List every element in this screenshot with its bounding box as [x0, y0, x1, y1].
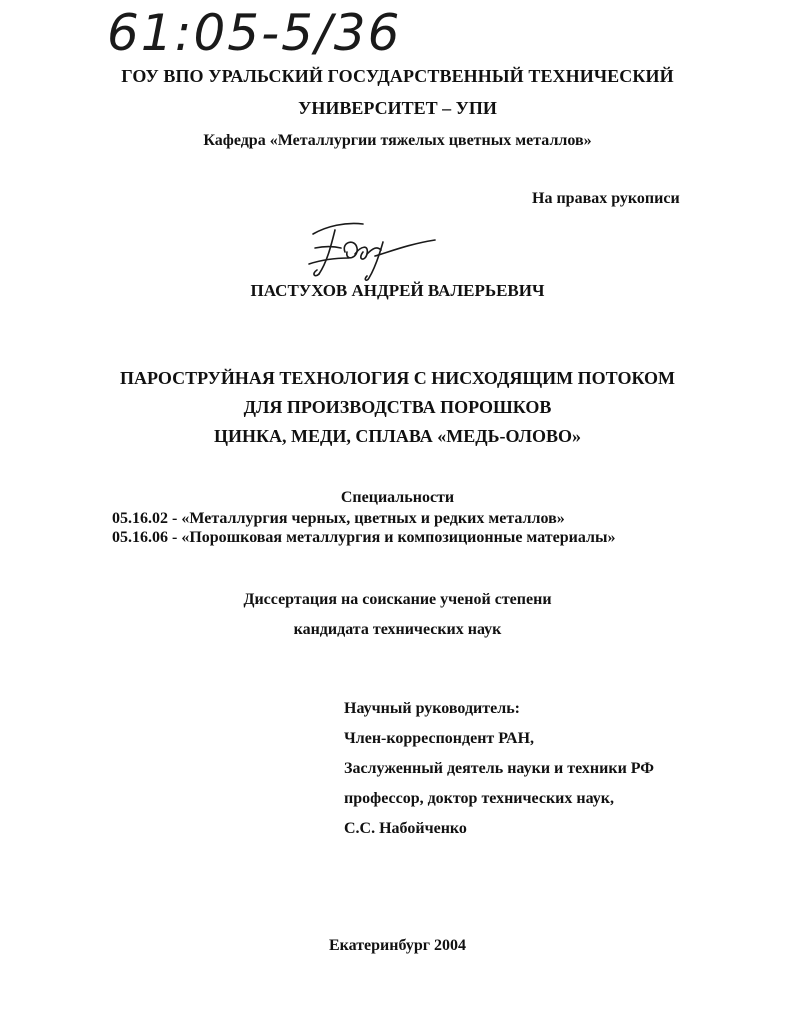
supervisor-degree: профессор, доктор технических наук,: [344, 790, 615, 807]
degree-line2: кандидата технических наук: [293, 621, 502, 638]
supervisor-title: Член-корреспондент РАН,: [344, 730, 535, 747]
university-name-line1: ГОУ ВПО УРАЛЬСКИЙ ГОСУДАРСТВЕННЫЙ ТЕХНИЧЕСКИЙ: [121, 66, 674, 86]
degree-line1: Диссертация на соискание ученой степени: [243, 591, 552, 608]
thesis-title-line2: ДЛЯ ПРОИЗВОДСТВА ПОРОШКОВ: [243, 397, 552, 417]
thesis-title-line3: ЦИНКА, МЕДИ, СПЛАВА «МЕДЬ-ОЛОВО»: [213, 426, 581, 446]
supervisor-heading: Научный руководитель:: [344, 700, 520, 717]
author-signature: [305, 212, 440, 290]
supervisor-name: С.С. Набойченко: [344, 820, 467, 837]
specialties-heading: Специальности: [340, 489, 455, 506]
manuscript-rights-note: На правах рукописи: [532, 190, 680, 207]
signature-graphic: [305, 212, 440, 290]
thesis-title-line1: ПАРОСТРУЙНАЯ ТЕХНОЛОГИЯ С НИСХОДЯЩИМ ПОТОКОМ: [119, 368, 676, 388]
stamp-text: 61:05-5/36: [107, 4, 402, 60]
author-name: ПАСТУХОВ АНДРЕЙ ВАЛЕРЬЕВИЧ: [250, 281, 545, 300]
catalog-stamp: [105, 2, 455, 60]
catalog-stamp-graphic: [105, 2, 455, 60]
specialty-item: 05.16.02 - «Металлургия черных, цветных и редких металлов»: [112, 510, 565, 527]
specialty-item: 05.16.06 - «Порошковая металлургия и композиционные материалы»: [112, 529, 616, 546]
department-name: Кафедра «Металлургии тяжелых цветных металлов»: [203, 132, 592, 149]
supervisor-honor: Заслуженный деятель науки и техники РФ: [344, 760, 655, 777]
university-name-line2: УНИВЕРСИТЕТ – УПИ: [298, 98, 497, 118]
city-year: Екатеринбург 2004: [328, 937, 467, 954]
